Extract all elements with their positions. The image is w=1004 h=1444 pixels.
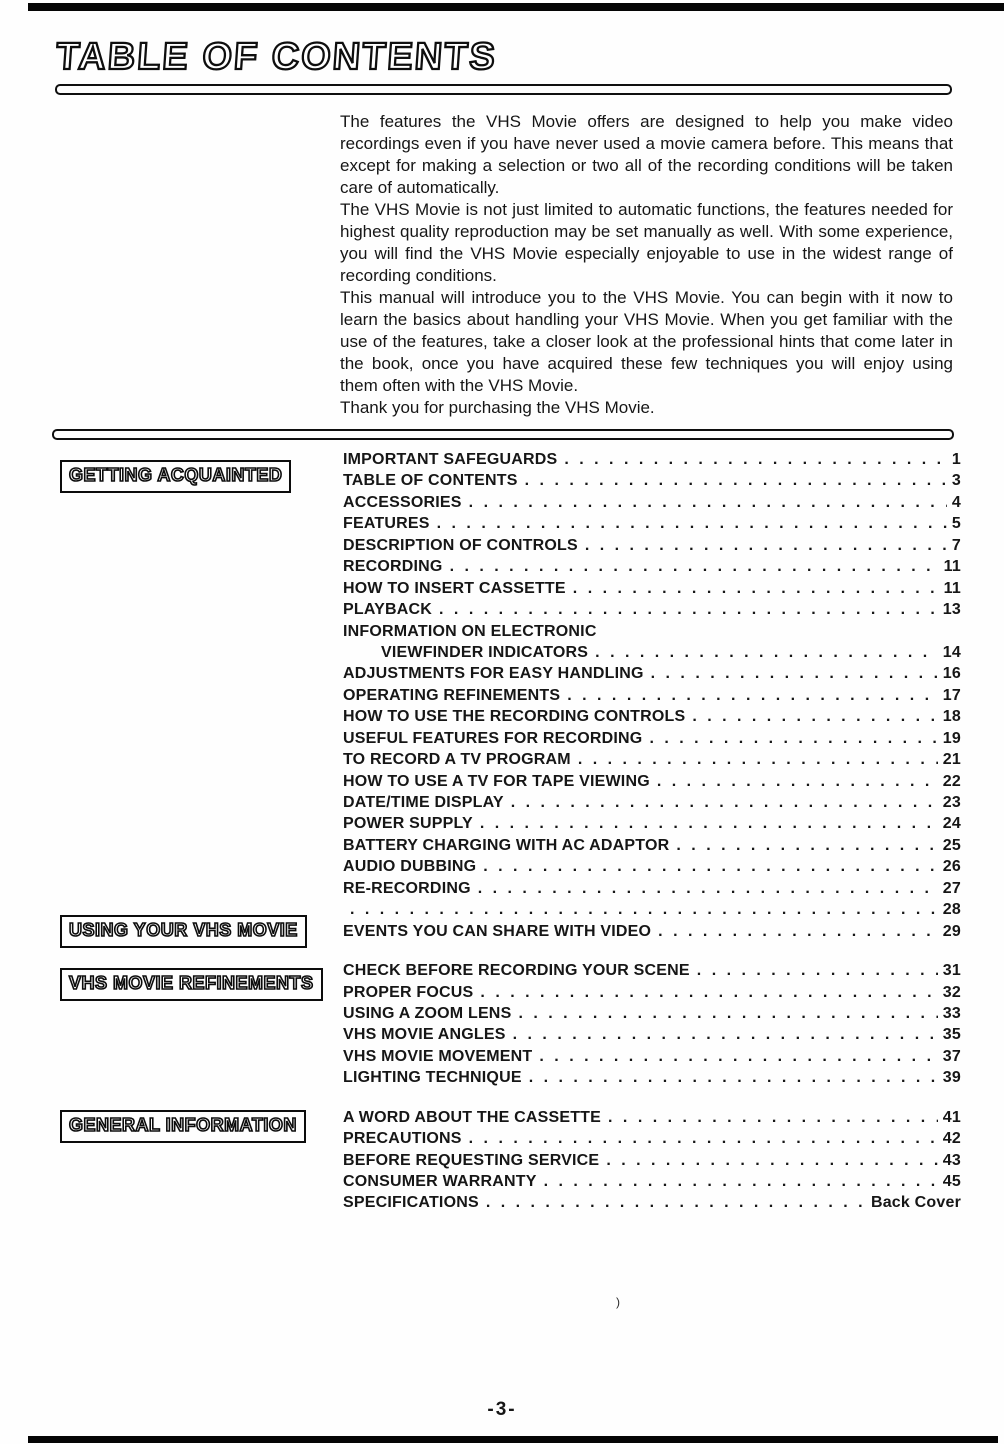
toc-entry-title: A WORD ABOUT THE CASSETTE xyxy=(343,1108,602,1126)
intro-text xyxy=(340,111,953,419)
toc-entry xyxy=(343,494,961,515)
toc-entry-page: 28 xyxy=(942,901,961,919)
toc-entry-title: HOW TO USE A TV FOR TAPE VIEWING xyxy=(343,772,650,790)
toc-entry-page: 24 xyxy=(942,815,961,833)
toc-entry-page: 37 xyxy=(942,1047,961,1065)
toc-entry-title: PRECAUTIONS xyxy=(343,1130,462,1148)
toc-entry-page: 45 xyxy=(942,1173,961,1190)
dot-leader xyxy=(439,601,938,619)
intro-paragraph: The features the VHS Movie offers are designed to help you make video recordings even if you have never used a movie camera before. This means that except for making a selection or two all of the recording conditions will be taken care of automatically. xyxy=(340,112,953,197)
toc-entry-title: AUDIO DUBBING xyxy=(343,858,477,876)
toc-entry-title: EVENTS YOU CAN SHARE WITH VIDEO xyxy=(343,922,652,940)
toc-entry-page: 13 xyxy=(942,601,961,619)
dot-leader xyxy=(480,984,937,1002)
title-divider-rule xyxy=(55,84,952,95)
toc-entry xyxy=(343,901,961,922)
dot-leader xyxy=(564,451,947,469)
toc-entry-page: 19 xyxy=(942,729,961,747)
section-divider-rule xyxy=(52,429,954,440)
toc-entry-title: RECORDING xyxy=(343,558,443,576)
toc-entry-title: POWER SUPPLY xyxy=(343,815,473,833)
toc-entry xyxy=(343,1026,961,1047)
dot-leader xyxy=(437,515,947,533)
dot-leader xyxy=(525,472,947,490)
intro-paragraph: This manual will introduce you to the VHS Movie. You can begin with it now to learn the basics about handling your VHS Movie. When you get familiar with the use of the features, take a closer look at the professional hints that come later in the book, once you have acquired these few techniques you will enjoy using them often with the VHS Movie. xyxy=(340,288,953,395)
toc-entry xyxy=(343,537,961,558)
toc-entry-page: 11 xyxy=(943,558,961,576)
dot-leader xyxy=(511,794,938,812)
toc-entry-title: PLAYBACK xyxy=(343,601,433,619)
toc-entry-page: 23 xyxy=(942,794,961,811)
toc-entry-title: ADJUSTMENTS FOR EASY HANDLING xyxy=(343,665,644,683)
toc-entry-page: 1 xyxy=(951,451,961,468)
dot-leader xyxy=(518,1005,937,1023)
toc-entry-title: DESCRIPTION OF CONTROLS xyxy=(343,536,578,554)
toc-entry-title: HOW TO USE THE RECORDING CONTROLS xyxy=(343,708,686,726)
toc-entry-page: 42 xyxy=(942,1130,961,1148)
scan-edge-bar-bottom xyxy=(28,1436,998,1443)
toc-entry-page: Back Cover xyxy=(870,1194,961,1212)
toc-entry xyxy=(343,923,961,944)
toc-entry xyxy=(343,858,961,879)
toc-entry-page: 26 xyxy=(942,858,961,876)
toc-entry-title: VIEWFINDER INDICATORS xyxy=(381,643,589,661)
section-label-general-information: GENERAL INFORMATION xyxy=(60,1110,306,1143)
toc-entry-page: 33 xyxy=(942,1004,961,1022)
toc-entry xyxy=(343,644,961,665)
toc-entry-title: USEFUL FEATURES FOR RECORDING xyxy=(343,729,643,747)
toc-entry-title: FEATURES xyxy=(343,515,430,533)
dot-leader xyxy=(544,1173,938,1191)
toc-entry-page: 25 xyxy=(942,836,961,854)
dot-leader xyxy=(486,1194,866,1212)
toc-entry-page: 43 xyxy=(942,1151,961,1169)
toc-entry-page: 27 xyxy=(942,879,961,897)
toc-entry-page: 14 xyxy=(942,643,961,661)
section-label-getting-acquainted: GETTING ACQUAINTED xyxy=(60,460,291,493)
dot-leader xyxy=(469,494,947,512)
dot-leader xyxy=(651,665,938,683)
scan-edge-bar-top xyxy=(28,3,1004,11)
dot-leader xyxy=(469,1130,938,1148)
scan-artifact-mark: ) xyxy=(616,1295,620,1309)
toc-entry xyxy=(343,880,961,901)
dot-leader xyxy=(513,1026,938,1044)
page-title: TABLE OF CONTENTS xyxy=(54,36,499,78)
toc-entry-page: 39 xyxy=(942,1069,961,1087)
dot-leader xyxy=(578,751,938,769)
toc-entry-page: 29 xyxy=(942,922,961,940)
dot-leader xyxy=(657,773,938,791)
toc-entry-title: LIGHTING TECHNIQUE xyxy=(343,1069,522,1087)
toc-entry-page: 21 xyxy=(942,751,961,769)
toc-entry xyxy=(343,580,961,601)
dot-leader xyxy=(608,1109,938,1127)
dot-leader xyxy=(595,644,938,662)
toc-entry-title: ACCESSORIES xyxy=(343,493,462,511)
toc-entry xyxy=(343,751,961,772)
toc-entry xyxy=(343,472,961,493)
toc-entry xyxy=(343,815,961,836)
toc-entry xyxy=(343,1194,961,1215)
toc-entry xyxy=(343,1048,961,1069)
dot-leader xyxy=(539,1048,937,1066)
toc-entry xyxy=(343,773,961,794)
toc-entry-page: 11 xyxy=(943,579,961,597)
toc-entry-title: TABLE OF CONTENTS xyxy=(343,472,518,490)
dot-leader xyxy=(483,858,938,876)
toc-entry-title: INFORMATION ON ELECTRONIC xyxy=(343,622,597,640)
toc-entry-title: CONSUMER WARRANTY xyxy=(343,1173,537,1190)
toc-entry-title: IMPORTANT SAFEGUARDS xyxy=(343,451,558,468)
toc-entry xyxy=(343,1152,961,1173)
toc-entry-title: BATTERY CHARGING WITH AC ADAPTOR xyxy=(343,836,670,854)
toc-entry xyxy=(343,730,961,751)
dot-leader xyxy=(697,962,938,980)
toc-entry xyxy=(343,1173,961,1194)
toc-entry-page: 35 xyxy=(942,1026,961,1044)
toc-entry-title: SPECIFICATIONS xyxy=(343,1194,479,1212)
dot-leader xyxy=(573,580,939,598)
toc-entry-page: 22 xyxy=(942,772,961,790)
toc-entry-title: RE-RECORDING xyxy=(343,879,471,897)
intro-paragraph: Thank you for purchasing the VHS Movie. xyxy=(340,398,655,417)
dot-leader xyxy=(585,537,947,555)
toc-entry-page: 7 xyxy=(951,536,961,554)
dot-leader xyxy=(676,837,937,855)
toc-entry xyxy=(343,1005,961,1026)
toc-entry xyxy=(343,984,961,1005)
toc-entry-title: VHS MOVIE ANGLES xyxy=(343,1026,506,1044)
dot-leader xyxy=(450,558,939,576)
toc-entry xyxy=(343,708,961,729)
toc-entry xyxy=(343,558,961,579)
toc-entry xyxy=(343,601,961,622)
toc-entry xyxy=(343,962,961,983)
toc-group xyxy=(343,451,961,944)
dot-leader xyxy=(567,687,938,705)
dot-leader xyxy=(529,1069,938,1087)
toc-entry xyxy=(343,687,961,708)
toc-entry-page: 5 xyxy=(951,515,961,533)
toc-entry-title: USING A ZOOM LENS xyxy=(343,1004,512,1022)
dot-leader xyxy=(350,901,938,919)
toc-group xyxy=(343,1109,961,1216)
dot-leader xyxy=(692,708,937,726)
toc-entry-title: BEFORE REQUESTING SERVICE xyxy=(343,1151,600,1169)
toc-entry-page: 17 xyxy=(942,686,961,704)
section-label-vhs-movie-refinements: VHS MOVIE REFINEMENTS xyxy=(60,968,323,1001)
toc-entry xyxy=(343,623,961,644)
toc-entry-page: 16 xyxy=(942,665,961,683)
toc-entry-page: 4 xyxy=(951,493,961,511)
dot-leader xyxy=(649,730,937,748)
toc-entry xyxy=(343,837,961,858)
section-label-using-your-vhs-movie: USING YOUR VHS MOVIE xyxy=(60,915,307,948)
toc-entry-title: DATE/TIME DISPLAY xyxy=(343,794,504,811)
toc-entry-title: VHS MOVIE MOVEMENT xyxy=(343,1047,533,1065)
toc-group xyxy=(343,962,961,1091)
dot-leader xyxy=(480,815,938,833)
toc-entry-title: PROPER FOCUS xyxy=(343,983,474,1001)
toc-entry-page: 3 xyxy=(951,472,961,490)
toc-entry-page: 32 xyxy=(942,983,961,1001)
toc-list xyxy=(343,451,961,1216)
dot-leader xyxy=(606,1152,937,1170)
toc-entry xyxy=(343,1069,961,1090)
page-number: -3- xyxy=(487,1399,517,1420)
toc-entry xyxy=(343,665,961,686)
toc-entry-page: 18 xyxy=(942,708,961,726)
toc-entry-title: OPERATING REFINEMENTS xyxy=(343,686,561,704)
toc-entry xyxy=(343,515,961,536)
toc-entry xyxy=(343,451,961,472)
intro-paragraph: The VHS Movie is not just limited to automatic functions, the features needed for highest quality reproduction may be set manually as well. With some experience, you will find the VHS Movie especially enjoyable to use in the widest range of recording conditions. xyxy=(340,200,953,285)
toc-entry xyxy=(343,794,961,815)
toc-entry-title: HOW TO INSERT CASSETTE xyxy=(343,579,566,597)
dot-leader xyxy=(478,880,938,898)
dot-leader xyxy=(658,923,938,941)
toc-entry-page: 41 xyxy=(942,1108,961,1126)
toc-entry-title: TO RECORD A TV PROGRAM xyxy=(343,751,571,769)
toc-entry xyxy=(343,1109,961,1130)
toc-entry-title: CHECK BEFORE RECORDING YOUR SCENE xyxy=(343,962,690,980)
toc-entry-page: 31 xyxy=(942,962,961,980)
toc-entry xyxy=(343,1130,961,1151)
